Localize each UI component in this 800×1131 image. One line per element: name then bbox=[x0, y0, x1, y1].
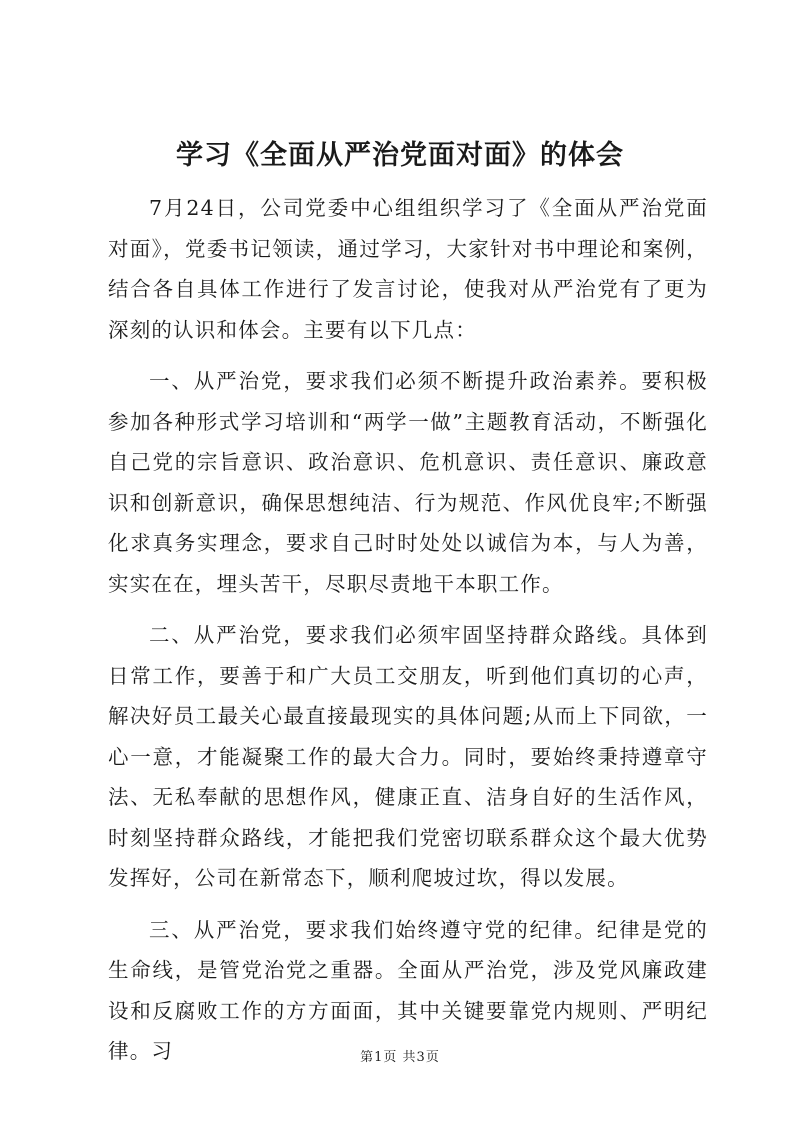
paragraph-intro: 7月24日，公司党委中心组组织学习了《全面从严治党面对面》，党委书记领读，通过学习，大家针对书中理论和案例，结合各自具体工作进行了发言讨论，使我对从严治党有了更为深刻的认识和体会。主要有以下几点： bbox=[108, 196, 708, 342]
paragraph-point-3: 三、从严治党，要求我们始终遵守党的纪律。纪律是党的生命线，是管党治党之重器。全面从严治党，涉及党风廉政建设和反腐败工作的方方面面，其中关键要靠党内规则、严明纪律。习 bbox=[108, 917, 708, 1063]
page-footer: 第1页 共3页 bbox=[360, 1050, 440, 1065]
paragraph-point-2: 二、从严治党，要求我们必须牢固坚持群众路线。具体到日常工作，要善于和广大员工交朋友，听到他们真切的心声，解决好员工最关心最直接最现实的具体问题;从而上下同欲，一心一意，才能凝聚工作的最大合力。同时，要始终秉持遵章守法、无私奉献的思想作风，健康正直、洁身自好的生活作风，时刻坚持群众路线，才能把我们党密切联系群众这个最大优势发挥好，公司在新常态下，顺利爬坡过坎，得以发展。 bbox=[108, 623, 708, 890]
paragraph-point-1: 一、从严治党，要求我们必须不断提升政治素养。要积极参加各种形式学习培训和“两学一做”主题教育活动，不断强化自己党的宗旨意识、政治意识、危机意识、责任意识、廉政意识和创新意识，确保思想纯洁、行为规范、作风优良牢;不断强化求真务实理念，要求自己时时处处以诚信为本，与人为善，实实在在，埋头苦干，尽职尽责地干本职工作。 bbox=[108, 369, 708, 596]
document-body bbox=[108, 188, 708, 1072]
document-title: 学习《全面从严治党面对面》的体会 bbox=[176, 140, 624, 171]
